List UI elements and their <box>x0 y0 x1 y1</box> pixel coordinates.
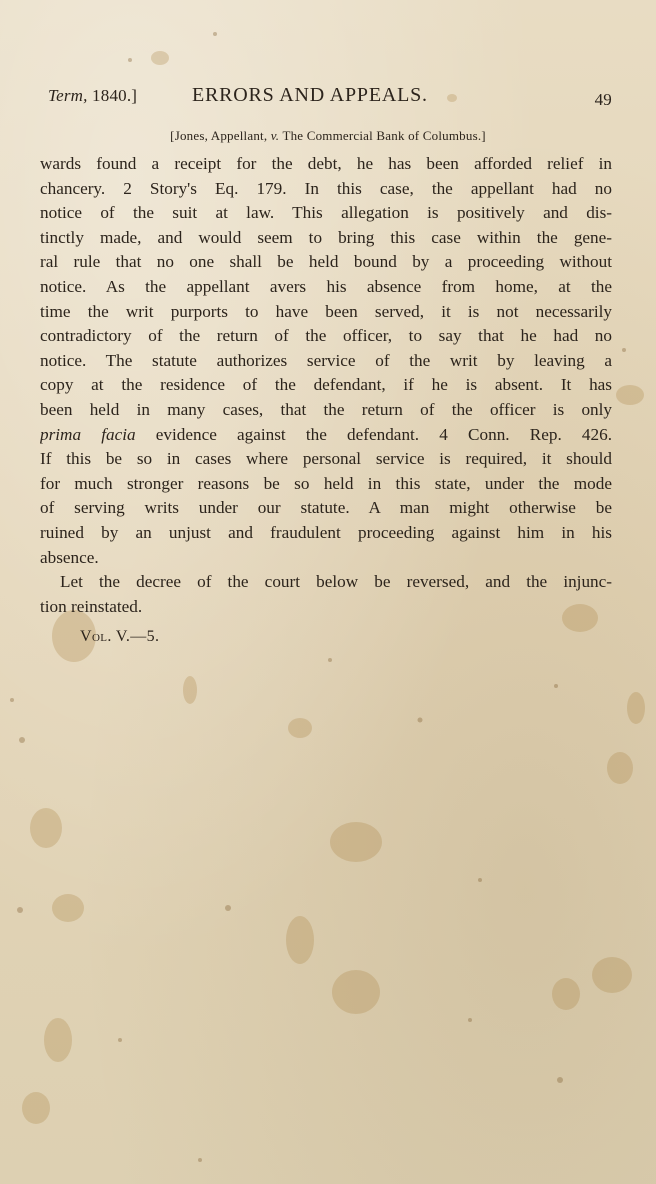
decree-line: tion reinstated. <box>40 596 143 616</box>
text-line: for much stronger reasons be so held in this state, under the mode <box>40 473 612 493</box>
caption-open: [Jones, Appellant, <box>170 128 268 143</box>
italic-phrase: prima facia <box>40 424 136 444</box>
caption-rest: The Commercial Bank of Columbus.] <box>282 128 486 143</box>
text-line: wards found a receipt for the debt, he has been afforded relief in <box>40 154 612 173</box>
section-title: ERRORS AND APPEALS. <box>192 84 428 106</box>
term-label <box>48 86 137 106</box>
page-number: 49 <box>594 90 612 109</box>
text-line: notice of the suit at law. This allegation is positively and dis- <box>40 203 612 223</box>
term-word: Term, <box>48 86 88 105</box>
text-line: notice. As the appellant avers his absence from home, at the <box>40 276 612 296</box>
text-line: ruined by an unjust and fraudulent proceeding against him in his <box>40 522 612 542</box>
running-head <box>48 82 616 112</box>
text-line: of serving writs under our statute. A man might otherwise be <box>40 498 612 518</box>
decree-line: Let the decree of the court below be reversed, and the injunc- <box>60 572 612 592</box>
term-year: 1840.] <box>87 86 138 105</box>
text-line: notice. The statute authorizes service of the writ by leaving a <box>40 350 612 370</box>
case-caption <box>0 128 656 144</box>
text-line-italic <box>40 423 612 448</box>
text-line: copy at the residence of the defendant, if he is absent. It has <box>40 375 612 395</box>
text-line: If this be so in cases where personal service is required, it should <box>40 449 612 469</box>
text-line: tinctly made, and would seem to bring this case within the gene- <box>40 227 612 247</box>
caption-versus: v. <box>270 128 280 143</box>
text-line: contradictory of the return of the officer, to say that he had no <box>40 326 612 346</box>
volume-signature: Vol. V.—5. <box>80 628 160 645</box>
text-line: absence. <box>40 547 99 567</box>
text-line: ral rule that no one shall be held bound by a proceeding without <box>40 252 612 272</box>
text-line: time the writ purports to have been served, it is not necessarily <box>40 301 612 321</box>
text-line: chancery. 2 Story's Eq. 179. In this case, the appellant had no <box>40 178 612 198</box>
text-line-rest: evidence against the defendant. 4 Conn. Rep. 426. <box>155 424 612 444</box>
text-line: been held in many cases, that the return of the officer is only <box>40 399 612 419</box>
opinion-text <box>40 152 612 619</box>
